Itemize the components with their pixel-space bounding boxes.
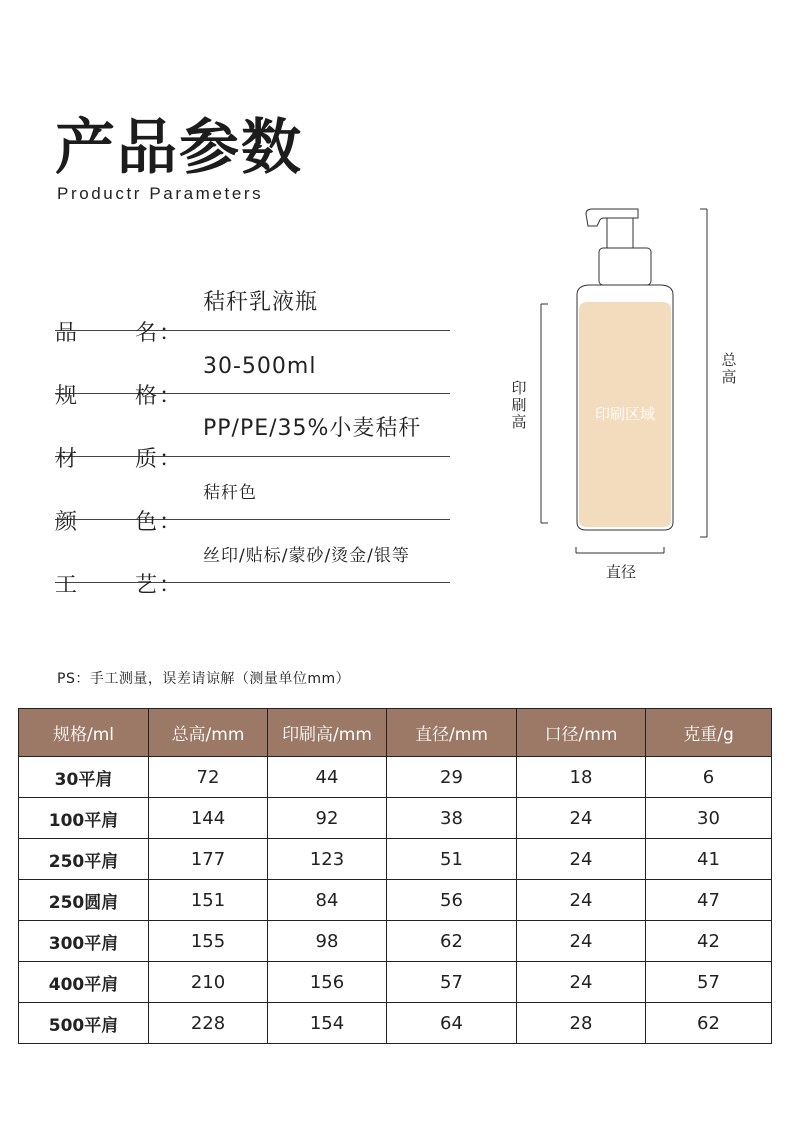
table-row	[19, 921, 772, 962]
label-char: 色	[135, 510, 158, 535]
table-cell-spec: 250平肩	[19, 839, 149, 880]
table-cell: 156	[268, 962, 387, 1003]
label-colon: ：	[159, 510, 182, 535]
table-cell: 98	[268, 921, 387, 962]
table-cell: 228	[149, 1003, 268, 1044]
param-value: 秸秆乳液瓶	[203, 290, 319, 315]
page-subtitle: Productr Parameters	[57, 184, 264, 203]
table-cell-spec: 250圆肩	[19, 880, 149, 921]
table-cell: 64	[387, 1003, 517, 1044]
print-height-char: 刷	[511, 396, 527, 414]
table-row	[19, 962, 772, 1003]
label-char: 名	[135, 321, 158, 346]
param-row-craft	[55, 520, 450, 598]
bottle-diagram	[500, 200, 760, 590]
print-area-label: 印刷区域	[594, 405, 655, 423]
table-cell-spec: 500平肩	[19, 1003, 149, 1044]
table-row	[19, 757, 772, 798]
table-cell: 210	[149, 962, 268, 1003]
label-char: 材	[55, 447, 78, 472]
table-cell: 57	[387, 962, 517, 1003]
table-cell-spec: 30平肩	[19, 757, 149, 798]
table-cell: 151	[149, 880, 268, 921]
table-cell: 24	[517, 880, 646, 921]
label-char: 颜	[55, 510, 78, 535]
param-row-material	[55, 394, 450, 472]
column-header: 直径/mm	[387, 709, 517, 757]
table-cell: 47	[646, 880, 772, 921]
table-cell: 24	[517, 839, 646, 880]
label-colon: ：	[159, 447, 182, 472]
table-cell: 41	[646, 839, 772, 880]
table-cell: 62	[646, 1003, 772, 1044]
table-cell: 44	[268, 757, 387, 798]
table-cell: 72	[149, 757, 268, 798]
table-cell: 84	[268, 880, 387, 921]
param-value: PP/PE/35%小麦秸秆	[203, 416, 422, 441]
table-cell: 144	[149, 798, 268, 839]
label-char: 工	[55, 573, 78, 598]
table-cell: 29	[387, 757, 517, 798]
param-row-color	[55, 457, 450, 535]
column-header: 印刷高/mm	[268, 709, 387, 757]
table-cell: 123	[268, 839, 387, 880]
table-cell: 6	[646, 757, 772, 798]
table-cell: 24	[517, 921, 646, 962]
table-cell: 56	[387, 880, 517, 921]
bottle-illustration	[500, 200, 760, 590]
total-height-label	[720, 352, 738, 386]
parameter-list	[55, 268, 450, 598]
table-header	[19, 709, 772, 757]
table-cell: 51	[387, 839, 517, 880]
param-row-spec	[55, 331, 450, 409]
label-colon: ：	[159, 384, 182, 409]
table-cell-spec: 100平肩	[19, 798, 149, 839]
table-row	[19, 1003, 772, 1044]
table-cell: 30	[646, 798, 772, 839]
table-row	[19, 839, 772, 880]
label-char: 规	[55, 384, 78, 409]
param-value: 丝印/贴标/蒙砂/烫金/银等	[203, 546, 410, 566]
print-height-char: 印	[511, 379, 527, 397]
total-height-char: 高	[721, 368, 737, 386]
table-cell: 38	[387, 798, 517, 839]
label-char: 品	[55, 321, 78, 346]
table-cell: 62	[387, 921, 517, 962]
table-cell-spec: 400平肩	[19, 962, 149, 1003]
table-cell: 177	[149, 839, 268, 880]
table-row	[19, 798, 772, 839]
page-title: 产品参数	[55, 113, 303, 183]
param-value: 30-500ml	[203, 354, 317, 379]
column-header: 克重/g	[646, 709, 772, 757]
param-row-name	[55, 268, 450, 346]
table-cell: 155	[149, 921, 268, 962]
table-header-row	[19, 709, 772, 757]
print-height-label	[510, 380, 528, 431]
spec-table	[18, 708, 772, 1044]
table-cell: 24	[517, 962, 646, 1003]
table-cell: 57	[646, 962, 772, 1003]
measurement-note: PS：手工测量，误差请谅解（测量单位mm）	[57, 671, 351, 687]
print-height-char: 高	[511, 413, 527, 431]
param-value: 秸秆色	[203, 483, 257, 503]
table-cell: 28	[517, 1003, 646, 1044]
label-colon: ：	[159, 321, 182, 346]
column-header: 口径/mm	[517, 709, 646, 757]
total-height-char: 总	[721, 351, 737, 369]
table-cell: 18	[517, 757, 646, 798]
label-colon: ：	[159, 573, 182, 598]
column-header: 总高/mm	[149, 709, 268, 757]
label-char: 格	[135, 384, 158, 409]
label-char: 艺	[135, 573, 158, 598]
table-row	[19, 880, 772, 921]
table-cell: 154	[268, 1003, 387, 1044]
table-cell: 92	[268, 798, 387, 839]
label-char: 质	[135, 447, 158, 472]
column-header: 规格/ml	[19, 709, 149, 757]
table-cell: 24	[517, 798, 646, 839]
table-cell-spec: 300平肩	[19, 921, 149, 962]
diameter-label: 直径	[605, 563, 636, 581]
table-cell: 42	[646, 921, 772, 962]
